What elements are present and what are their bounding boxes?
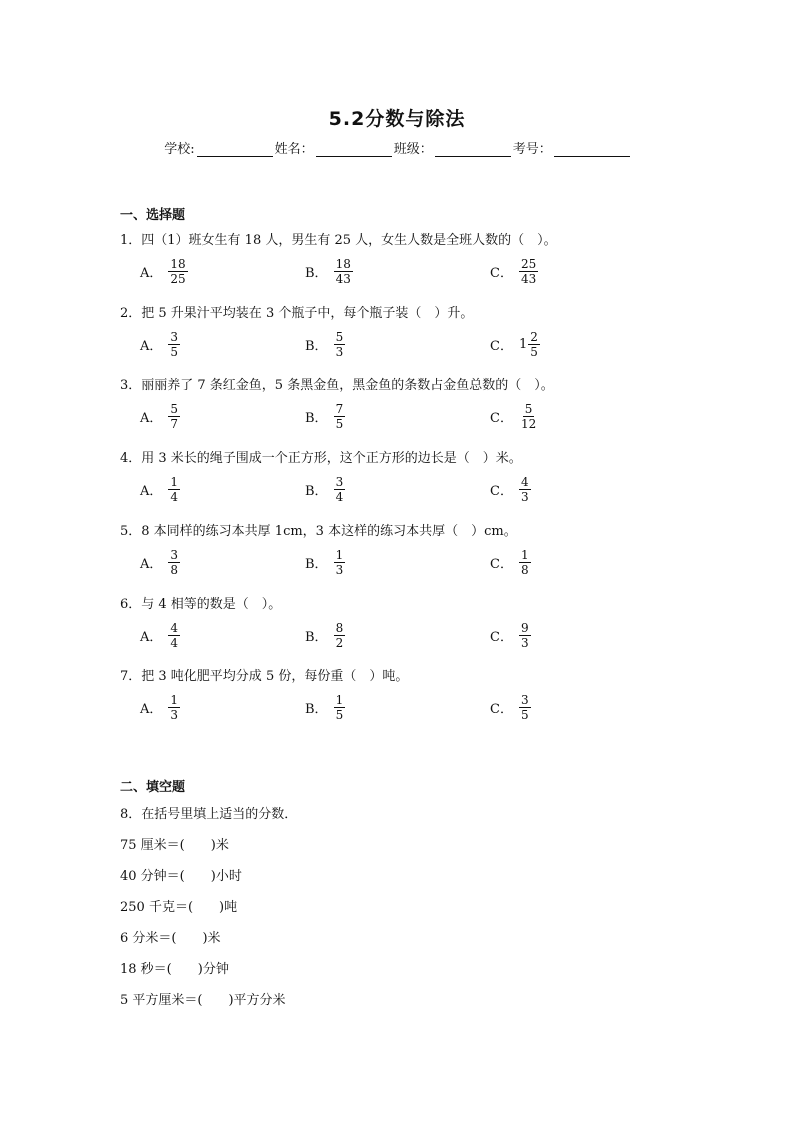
fraction-denominator: 43 xyxy=(520,271,537,286)
fill-item xyxy=(120,896,237,915)
fraction xyxy=(519,257,538,286)
fraction xyxy=(519,475,531,504)
fraction xyxy=(168,330,180,359)
option-b[interactable] xyxy=(305,469,345,509)
option-a[interactable] xyxy=(140,687,180,727)
option-a[interactable] xyxy=(140,324,180,364)
fill-item-right: )米 xyxy=(210,838,229,853)
question-stem: 1．四（1）班女生有 18 人，男生有 25 人，女生人数是全班人数的（ ）。 xyxy=(120,233,557,248)
fraction xyxy=(519,693,531,722)
fraction-denominator: 5 xyxy=(170,344,179,359)
fraction-denominator: 7 xyxy=(170,416,179,431)
option-letter: A． xyxy=(140,701,163,717)
option-letter: B． xyxy=(305,410,328,426)
class-blank[interactable] xyxy=(435,142,511,157)
name-label: 姓名： xyxy=(274,142,314,157)
option-letter: C． xyxy=(490,556,513,572)
fraction-numerator: 7 xyxy=(335,401,344,416)
fraction-denominator: 3 xyxy=(520,635,529,650)
fill-item-right: )平方分米 xyxy=(228,993,286,1008)
section-title-fill: 二、填空题 xyxy=(120,780,186,795)
fraction-numerator: 4 xyxy=(170,620,179,635)
fill-item-left: 5 平方厘米＝( xyxy=(120,993,203,1008)
option-letter: B． xyxy=(305,265,328,281)
option-b[interactable] xyxy=(305,251,353,291)
option-letter: A． xyxy=(140,338,163,354)
question-stem: 5．8 本同样的练习本共厚 1cm，3 本这样的练习本共厚（ ）cm。 xyxy=(120,524,517,539)
fill-item-left: 6 分米＝( xyxy=(120,931,177,946)
fill-item-right: )吨 xyxy=(219,900,238,915)
fraction-denominator: 4 xyxy=(170,489,179,504)
fraction xyxy=(519,548,531,577)
fraction xyxy=(519,402,538,431)
fill-item-right: )分钟 xyxy=(197,962,229,977)
fraction xyxy=(334,402,346,431)
name-field[interactable] xyxy=(275,138,392,157)
option-c[interactable] xyxy=(490,396,538,436)
fraction-denominator: 2 xyxy=(335,635,344,650)
class-label: 班级： xyxy=(393,142,433,157)
name-blank[interactable] xyxy=(316,142,392,157)
school-label: 学校: xyxy=(164,142,195,157)
fraction-numerator: 3 xyxy=(335,474,344,489)
fraction xyxy=(528,330,540,359)
fill-item-right: )小时 xyxy=(210,869,242,884)
fraction xyxy=(168,548,180,577)
fraction xyxy=(168,475,180,504)
school-blank[interactable] xyxy=(197,142,273,157)
option-c[interactable] xyxy=(490,687,531,727)
mixed-number-whole: 1 xyxy=(518,336,528,352)
fraction-numerator: 4 xyxy=(520,474,529,489)
fraction xyxy=(334,257,353,286)
fraction-denominator: 3 xyxy=(520,489,529,504)
option-b[interactable] xyxy=(305,396,345,436)
fill-item-right: )米 xyxy=(202,931,221,946)
option-letter: A． xyxy=(140,556,163,572)
fraction-denominator: 8 xyxy=(170,562,179,577)
fraction-denominator: 8 xyxy=(520,562,529,577)
fraction-denominator: 4 xyxy=(170,635,179,650)
fraction-denominator: 3 xyxy=(170,707,179,722)
option-letter: A． xyxy=(140,483,163,499)
class-field[interactable] xyxy=(394,138,511,157)
option-a[interactable] xyxy=(140,396,180,436)
question-stem: 2．把 5 升果汁平均装在 3 个瓶子中，每个瓶子装（ ）升。 xyxy=(120,306,474,321)
fill-item-left: 18 秒＝( xyxy=(120,962,172,977)
fill-item-left: 250 千克＝( xyxy=(120,900,194,915)
fill-item xyxy=(120,834,229,853)
option-b[interactable] xyxy=(305,687,345,727)
option-c[interactable] xyxy=(490,324,540,364)
fraction-numerator: 5 xyxy=(170,401,179,416)
fraction xyxy=(168,402,180,431)
option-letter: C． xyxy=(490,265,513,281)
fraction-denominator: 4 xyxy=(335,489,344,504)
fraction-denominator: 43 xyxy=(335,271,351,286)
option-c[interactable] xyxy=(490,469,531,509)
fraction-numerator: 5 xyxy=(524,401,533,416)
student-info-row xyxy=(0,138,794,157)
question-stem: 7．把 3 吨化肥平均分成 5 份，每份重（ ）吨。 xyxy=(120,669,409,684)
option-letter: B． xyxy=(305,701,328,717)
exam-number-field[interactable] xyxy=(513,138,630,157)
fraction-numerator: 25 xyxy=(520,256,537,271)
option-letter: A． xyxy=(140,265,163,281)
fraction xyxy=(334,693,346,722)
question-stem: 4．用 3 米长的绳子围成一个正方形，这个正方形的边长是（ ）米。 xyxy=(120,451,522,466)
option-letter: B． xyxy=(305,629,328,645)
fraction-denominator: 5 xyxy=(520,707,529,722)
fill-item xyxy=(120,927,221,946)
fraction-numerator: 5 xyxy=(335,329,344,344)
option-a[interactable] xyxy=(140,542,180,582)
question-stem: 6．与 4 相等的数是（ ）。 xyxy=(120,597,282,612)
fraction-numerator: 1 xyxy=(335,547,344,562)
option-b[interactable] xyxy=(305,615,345,655)
fraction-numerator: 3 xyxy=(170,547,179,562)
option-letter: A． xyxy=(140,629,163,645)
option-a[interactable] xyxy=(140,469,180,509)
option-b[interactable] xyxy=(305,324,345,364)
fraction xyxy=(168,621,180,650)
exam-number-label: 考号： xyxy=(512,142,552,157)
page-title: 5.2分数与除法 xyxy=(328,108,466,130)
fraction xyxy=(168,257,187,286)
fill-item-left: 40 分钟＝( xyxy=(120,869,185,884)
option-letter: C． xyxy=(490,410,513,426)
fraction xyxy=(334,621,346,650)
fraction xyxy=(334,475,346,504)
school-field[interactable] xyxy=(164,138,272,157)
section-title-choice: 一、选择题 xyxy=(120,208,186,223)
fraction-numerator: 8 xyxy=(335,620,344,635)
option-c[interactable] xyxy=(490,251,538,291)
fraction-numerator: 1 xyxy=(520,547,529,562)
fraction-denominator: 3 xyxy=(335,344,344,359)
option-letter: C． xyxy=(490,483,513,499)
fraction-denominator: 5 xyxy=(335,416,344,431)
option-c[interactable] xyxy=(490,542,531,582)
fraction-numerator: 18 xyxy=(170,256,186,271)
fraction-numerator: 9 xyxy=(520,620,529,635)
fill-item xyxy=(120,989,286,1008)
option-letter: C． xyxy=(490,629,513,645)
fraction-denominator: 5 xyxy=(530,344,538,359)
option-a[interactable] xyxy=(140,251,188,291)
exam-number-blank[interactable] xyxy=(554,142,630,157)
option-letter: C． xyxy=(490,701,513,717)
fraction-denominator: 12 xyxy=(520,416,537,431)
fraction-numerator: 3 xyxy=(520,692,529,707)
fraction-denominator: 3 xyxy=(335,562,344,577)
fraction-numerator: 2 xyxy=(530,329,538,344)
option-letter: B． xyxy=(305,483,328,499)
fraction-numerator: 3 xyxy=(170,329,179,344)
fraction xyxy=(334,330,346,359)
fraction-numerator: 1 xyxy=(335,692,344,707)
fraction xyxy=(168,693,180,722)
fill-item-left: 75 厘米＝( xyxy=(120,838,185,853)
fraction-numerator: 18 xyxy=(335,256,351,271)
option-letter: C． xyxy=(490,338,513,354)
option-a[interactable] xyxy=(140,615,180,655)
fill-item xyxy=(120,958,229,977)
fill-question-stem: 8．在括号里填上适当的分数． xyxy=(120,807,298,822)
fraction xyxy=(334,548,346,577)
fraction-numerator: 1 xyxy=(170,474,179,489)
option-letter: A． xyxy=(140,410,163,426)
option-letter: B． xyxy=(305,556,328,572)
fraction-denominator: 25 xyxy=(170,271,186,286)
fill-item xyxy=(120,865,242,884)
fraction-numerator: 1 xyxy=(170,692,179,707)
option-c[interactable] xyxy=(490,615,531,655)
option-letter: B． xyxy=(305,338,328,354)
question-stem: 3．丽丽养了 7 条红金鱼，5 条黑金鱼，黑金鱼的条数占金鱼总数的（ ）。 xyxy=(120,378,554,393)
fraction-denominator: 5 xyxy=(335,707,344,722)
option-b[interactable] xyxy=(305,542,345,582)
fraction xyxy=(519,621,531,650)
